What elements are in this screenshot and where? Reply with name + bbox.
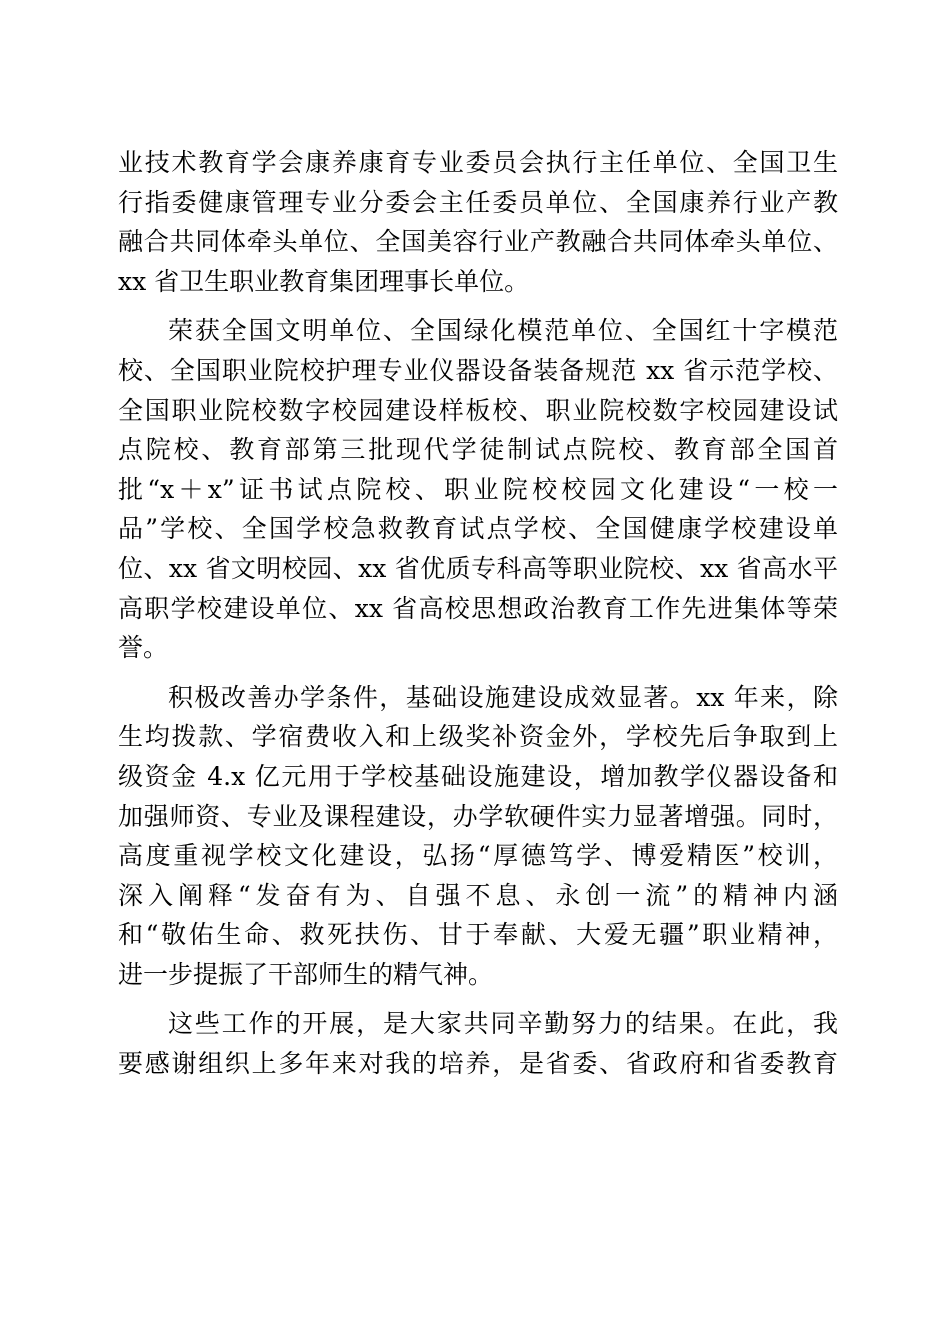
text-line: 融合共同体牵头单位、全国美容行业产教融合共同体牵头单位、 [118,227,838,257]
text-line: 和“敬佑生命、救死扶伤、甘于奉献、大爱无疆”职业精神， [118,920,838,950]
text-line: 深入阐释“发奋有为、自强不息、永创一流”的精神内涵 [118,880,838,910]
text-line: 业技术教育学会康养康育专业委员会执行主任单位、全国卫生 [118,148,838,177]
text-line: 高职学校建设单位、xx 省高校思想政治教育工作先进集体等荣 [118,593,838,623]
text-line: 校、全国职业院校护理专业仪器设备装备规范 xx 省示范学校、 [118,355,838,385]
text-line: 积极改善办学条件，基础设施建设成效显著。xx 年来，除 [168,682,838,712]
text-line: 级资金 4.x 亿元用于学校基础设施建设，增加教学仪器设备和 [118,761,838,791]
text-line: 高度重视学校文化建设，弘扬“厚德笃学、博爱精医”校训， [118,841,838,871]
text-line: 位、xx 省文明校园、xx 省优质专科高等职业院校、xx 省高水平 [118,553,838,583]
text-line: 品”学校、全国学校急救教育试点学校、全国健康学校建设单 [118,514,838,544]
paragraph-4 [118,1004,838,1083]
text-line: 批“x＋x”证书试点院校、职业院校校园文化建设“一校一 [118,474,838,504]
text-line: xx 省卫生职业教育集团理事长单位。 [118,266,530,296]
paragraph-1 [118,143,838,301]
text-line: 这些工作的开展，是大家共同辛勤努力的结果。在此，我 [168,1009,838,1039]
text-line: 荣获全国文明单位、全国绿化模范单位、全国红十字模范 [168,316,838,346]
paragraph-2 [118,311,838,667]
paragraph-3 [118,678,838,995]
text-line: 加强师资、专业及课程建设，办学软硬件实力显著增强。同时， [118,801,838,831]
text-line: 要感谢组织上多年来对我的培养，是省委、省政府和省委教育 [118,1049,838,1079]
text-line: 点院校、教育部第三批现代学徒制试点院校、教育部全国首 [118,435,838,465]
text-line: 生均拨款、学宿费收入和上级奖补资金外，学校先后争取到上 [118,722,838,752]
text-line: 誉。 [118,633,169,663]
text-line: 全国职业院校数字校园建设样板校、职业院校数字校园建设试 [118,395,838,425]
text-line: 行指委健康管理专业分委会主任委员单位、全国康养行业产教 [118,187,838,217]
document-body [118,143,838,1084]
text-line: 进一步提振了干部师生的精气神。 [118,959,494,989]
